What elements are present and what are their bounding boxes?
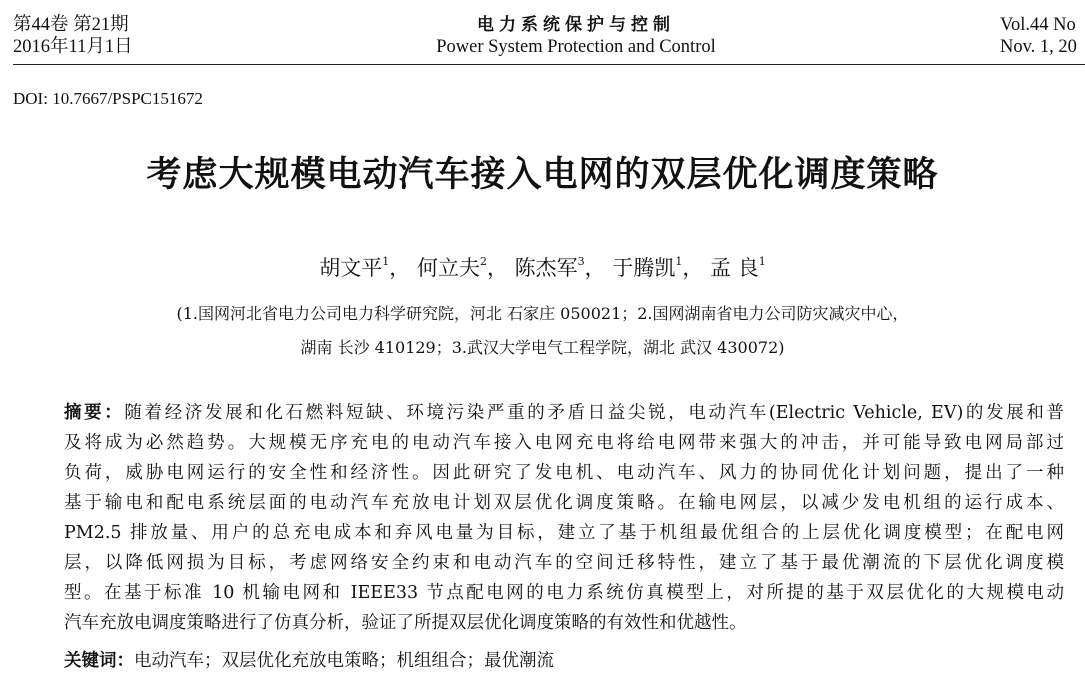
paper-title: 考虑大规模电动汽车接入电网的双层优化调度策略 xyxy=(146,155,939,195)
header-rule xyxy=(13,64,1085,65)
abstract-line: 负荷，威胁电网运行的安全性和经济性。因此研究了发电机、电动汽车、风力的协同优化计划问题，提出了一种 xyxy=(64,463,1064,483)
author: 孟 良 xyxy=(710,256,759,280)
volume-en: Vol.44 No xyxy=(1000,15,1076,35)
author-affiliation-mark: 2 xyxy=(479,255,487,268)
abstract-line: PM2.5 排放量、用户的总充电成本和弃风电量为目标，建立了基于机组最优组合的上层优化调度模型；在配电网 xyxy=(64,523,1064,543)
abstract-text: 随着经济发展和化石燃料短缺、环境污染严重的矛盾日益尖锐，电动汽车(Electric Vehicle, EV)的发展和普 xyxy=(124,403,1064,423)
abstract-line: 汽车充放电调度策略进行了仿真分析，验证了所提双层优化调度策略的有效性和优越性。 xyxy=(64,613,747,633)
issue-date-cn: 2016年11月1日 xyxy=(13,37,133,57)
header-right xyxy=(1000,14,1077,58)
author-separator: ， xyxy=(682,256,704,280)
author-list xyxy=(0,248,1085,282)
author-affiliation-mark: 1 xyxy=(382,255,390,268)
author: 何立夫 xyxy=(416,256,480,280)
keywords-label: 关键词： xyxy=(64,651,134,671)
author-affiliation-mark: 1 xyxy=(758,255,766,268)
author-affiliation-mark: 3 xyxy=(577,255,585,268)
header-left xyxy=(13,14,133,58)
header-center xyxy=(416,14,736,58)
abstract-label: 摘要： xyxy=(64,403,125,423)
author: 陈杰军 xyxy=(514,256,578,280)
issue-number: 第44卷 第21期 xyxy=(13,15,129,35)
abstract-line: 型。在基于标准 10 机输电网和 IEEE33 节点配电网的电力系统仿真模型上，对所提的基于双层优化的大规模电动 xyxy=(64,583,1064,603)
abstract xyxy=(64,398,1064,638)
journal-name-en: Power System Protection and Control xyxy=(436,37,716,57)
doi: DOI: 10.7667/PSPC151672 xyxy=(13,89,203,108)
author-separator: ， xyxy=(486,256,508,280)
keywords-text: 电动汽车；双层优化充放电策略；机组组合；最优潮流 xyxy=(134,651,554,671)
affiliation-line-2: 湖南 长沙 410129；3.武汉大学电气工程学院，湖北 武汉 430072) xyxy=(300,338,785,357)
abstract-line xyxy=(64,398,1064,428)
author-affiliation-mark: 1 xyxy=(675,255,683,268)
author: 于腾凯 xyxy=(612,256,676,280)
abstract-line: 层，以降低网损为目标，考虑网络安全约束和电动汽车的空间迁移特性，建立了基于最优潮流的下层优化调度模 xyxy=(64,553,1064,573)
keywords xyxy=(64,647,554,675)
journal-name-cn: 电力系统保护与控制 xyxy=(477,15,675,35)
abstract-line: 及将成为必然趋势。大规模无序充电的电动汽车接入电网充电将给电网带来强大的冲击，并可能导致电网局部过 xyxy=(64,433,1064,453)
abstract-line: 基于输电和配电系统层面的电动汽车充放电计划双层优化调度策略。在输电网层，以减少发电机组的运行成本、 xyxy=(64,493,1064,513)
affiliation-line-1: (1.国网河北省电力公司电力科学研究院，河北 石家庄 050021；2.国网湖南省电力公司防灾减灾中心， xyxy=(176,304,909,323)
author-separator: ， xyxy=(584,256,606,280)
author-separator: ， xyxy=(389,256,411,280)
author: 胡文平 xyxy=(319,256,383,280)
issue-date-en: Nov. 1, 20 xyxy=(1000,37,1077,57)
